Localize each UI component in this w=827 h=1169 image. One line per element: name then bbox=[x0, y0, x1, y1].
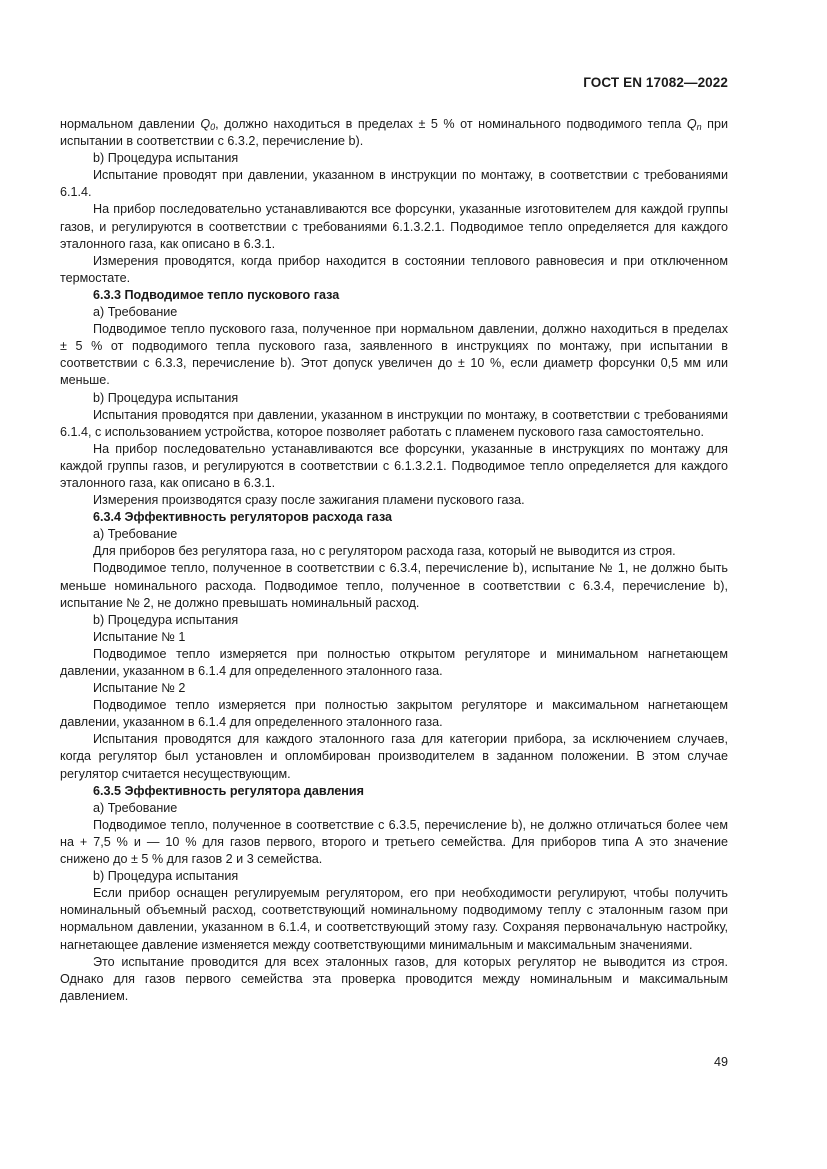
paragraph: Измерения проводятся, когда прибор находится в состоянии теплового равновесия и при отключенном термостате. bbox=[60, 253, 728, 285]
paragraph: Испытание № 1 bbox=[93, 629, 186, 644]
q0-symbol: $Q_0$ bbox=[200, 117, 216, 132]
document-body bbox=[60, 116, 728, 1005]
paragraph: a) Требование bbox=[93, 527, 178, 542]
first-paragraph bbox=[60, 116, 728, 150]
paragraph: a) Требование bbox=[93, 800, 178, 815]
paragraph: b) Процедура испытания bbox=[93, 612, 239, 627]
paragraph: b) Процедура испытания bbox=[93, 869, 239, 884]
paragraph: a) Требование bbox=[93, 305, 178, 320]
section-heading: 6.3.4 Эффективность регуляторов расхода газа bbox=[93, 510, 393, 525]
paragraph: Подводимое тепло измеряется при полностью открытом регуляторе и минимальном нагнетающем давлении, указанном в 6.1.4 для определенного эталонного газа. bbox=[60, 646, 728, 678]
section-heading: 6.3.5 Эффективность регулятора давления bbox=[93, 783, 364, 798]
page-number: 49 bbox=[713, 1055, 728, 1069]
paragraph: Подводимое тепло пускового газа, полученное при нормальном давлении, должно находиться в пределах ± 5 % от подводимого тепла пускового газа, заявленного в инструкциях по монтажу, при испытании в соответствии с 6.3.3, перечисление b). Этот допуск увеличен до ± 10 %, если диаметр форсунки 0,5 мм или меньше. bbox=[60, 322, 728, 388]
paragraph: Испытания проводятся для каждого эталонного газа для категории прибора, за исключением случаев, когда регулятор был установлен и опломбирован производителем в заданном положении. В этом случае регулятор считается несуществующим. bbox=[60, 732, 728, 781]
text-fragment: нормальном давлении bbox=[60, 117, 201, 131]
paragraph: Если прибор оснащен регулируемым регулятором, его при необходимости регулируют, чтобы получить номинальный объемный расход, соответствующий номинальному подводимому теплу с эталонным газом при нормальном давлении, указанном в 6.1.4, и соответствующий этому газу. Сохраняя первоначальную настройку, нагнетающее давление изменяется между соответствующими минимальным и максимальным значениями. bbox=[60, 886, 728, 952]
paragraph: Испытания проводятся при давлении, указанном в инструкции по монтажу, в соответствии с требованиями 6.1.4, с использованием устройства, которое позволяет работать с пламенем пускового газа самостоятельно. bbox=[60, 407, 728, 439]
paragraph: Измерения производятся сразу после зажигания пламени пускового газа. bbox=[93, 493, 525, 508]
qn-symbol: $Q_n$ bbox=[686, 117, 702, 132]
paragraph: Для приборов без регулятора газа, но с регулятором расхода газа, который не выводится из строя. bbox=[93, 544, 676, 559]
paragraph: На прибор последовательно устанавливаются все форсунки, указанные в инструкциях по монтажу для каждой группы газов, и регулируются в соответствии с 6.1.3.2.1. Подводимое тепло определяется для каждого эталонного газа, как описано в 6.3.1. bbox=[60, 441, 728, 490]
paragraph: На прибор последовательно устанавливаются все форсунки, указанные изготовителем для каждой группы газов, и регулируются в соответствии с требованиями 6.1.3.2.1. Подводимое тепло определяется для каждого эталонного газа, как описано в 6.3.1. bbox=[60, 202, 728, 251]
paragraph: Подводимое тепло, полученное в соответствии с 6.3.4, перечисление b), испытание № 1, не должно быть меньше номинального расхода. Подводимое тепло, полученное в соответствии с 6.3.4, перечисление b), испытание № 2, не должно превышать номинальный расход. bbox=[60, 561, 728, 610]
paragraph: Подводимое тепло измеряется при полностью закрытом регуляторе и максимальном нагнетающем давлении, указанном в 6.1.4 для определенного эталонного газа. bbox=[60, 698, 728, 730]
text-fragment: , должно находиться в пределах ± 5 % от номинального подводимого тепла bbox=[215, 117, 687, 131]
text-fragment: при испытании в соответствии с 6.3.2, перечисление b). bbox=[60, 117, 729, 149]
standard-code-header: ГОСТ EN 17082—2022 bbox=[583, 75, 728, 90]
paragraph: Испытание № 2 bbox=[93, 681, 186, 696]
paragraph: b) Процедура испытания bbox=[93, 390, 239, 405]
paragraph: b) Процедура испытания bbox=[93, 151, 239, 166]
paragraph: Подводимое тепло, полученное в соответствие с 6.3.5, перечисление b), не должно отличаться более чем на + 7,5 % и — 10 % для газов первого, второго и третьего семейства. Для приборов типа А это значение снижено до ± 5 % для газов 2 и 3 семейства. bbox=[60, 817, 728, 867]
section-heading: 6.3.3 Подводимое тепло пускового газа bbox=[93, 287, 340, 302]
paragraph: Это испытание проводится для всех эталонных газов, для которых регулятор не выводится из строя. Однако для газов первого семейства эта проверка проводится между номинальным и максимальным давлением. bbox=[60, 954, 728, 1003]
paragraph: Испытание проводят при давлении, указанном в инструкции по монтажу, в соответствии с требованиями 6.1.4. bbox=[60, 168, 728, 200]
